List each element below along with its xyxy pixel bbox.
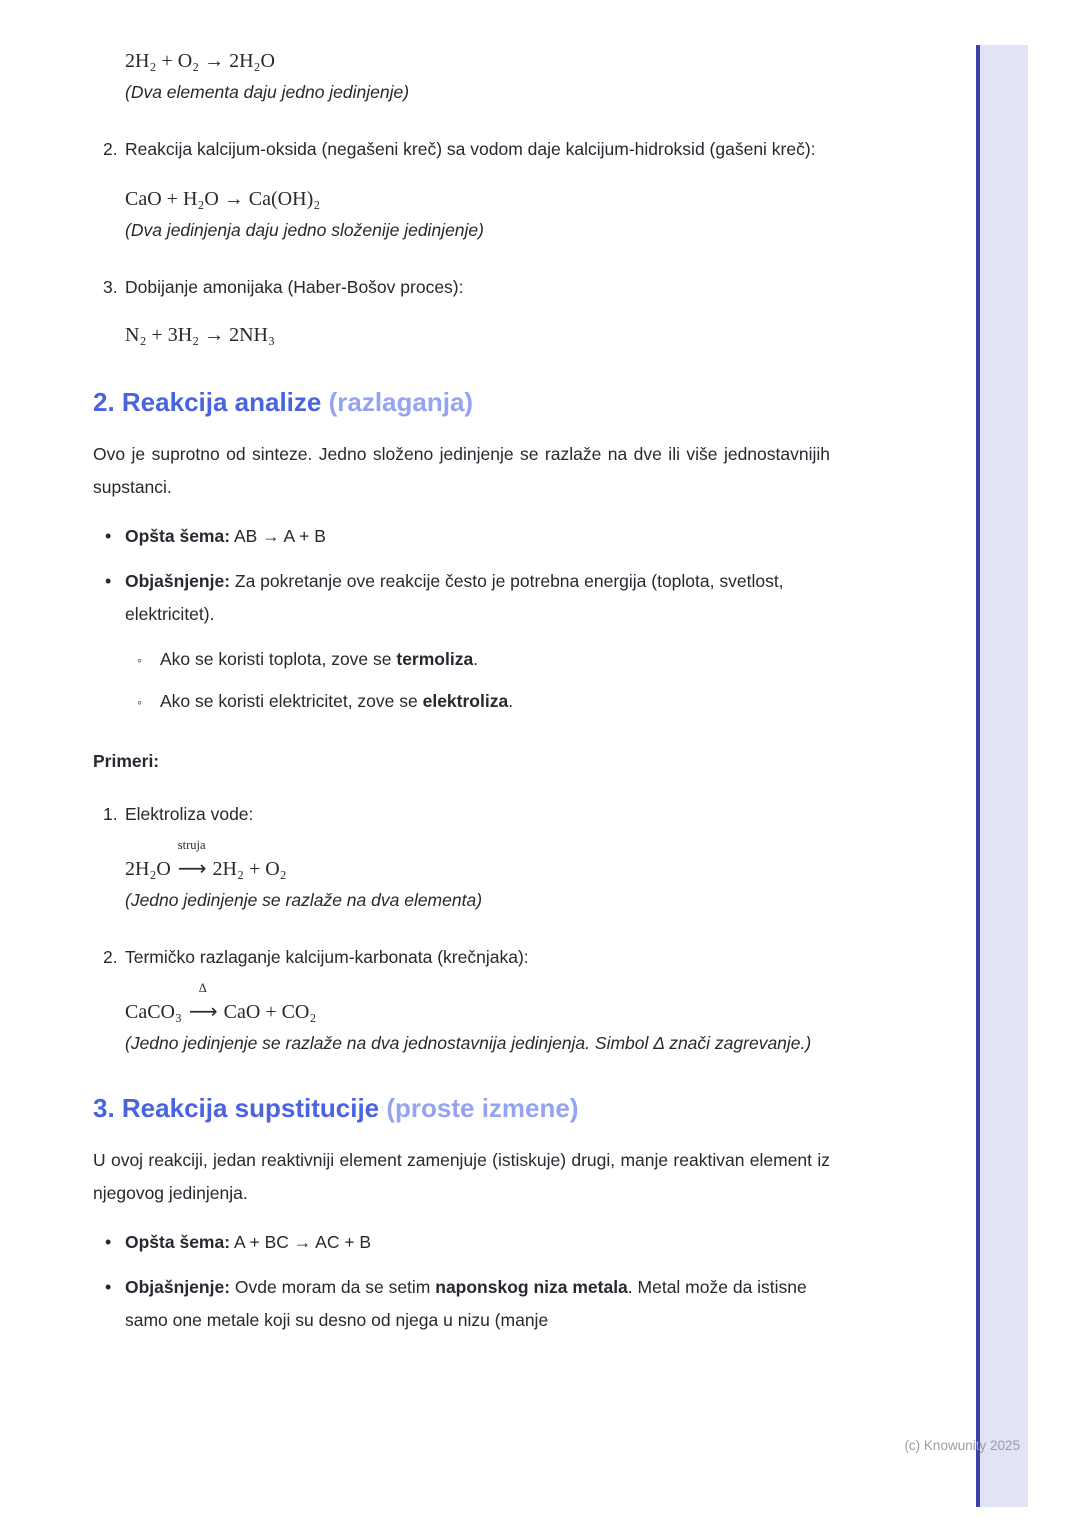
arrow-label: Δ <box>198 981 207 995</box>
equation-caption: (Jedno jedinjenje se razlaže na dva jednostavnija jedinjenja. Simbol Δ znači zagrevanje.) <box>125 1033 812 1053</box>
analysis-intro-paragraph: Ovo je suprotno od sinteze. Jedno složeno jedinjenje se razlaže na dve ili više jednostavnijih supstanci. <box>93 444 830 497</box>
bullet-body: AB → A + B <box>230 526 326 546</box>
document-content <box>93 46 830 1349</box>
chemical-equation-ammonia: N₂ + 3H₂ → 2NH₃ <box>125 324 275 346</box>
numbered-item-thermal-decomposition <box>103 941 830 974</box>
side-panel <box>980 45 1028 1507</box>
heading-main-text: 3. Reakcija supstitucije <box>93 1093 380 1123</box>
copyright-footer: (c) Knowunity 2025 <box>904 1438 1020 1453</box>
bullet-text: Objašnjenje: Ovde moram da se setim naponskog niza metala. Metal može da istisne samo one metale koji su desno od njega u nizu (manje <box>125 1277 807 1330</box>
item-text: Termičko razlaganje kalcijum-karbonata (krečnjaka): <box>125 947 529 967</box>
long-arrow-icon: ⟶ <box>188 999 217 1023</box>
bullet-label: Objašnjenje: <box>125 1277 231 1297</box>
bullet-icon: • <box>105 571 112 591</box>
arrow-label: struja <box>177 838 206 852</box>
labeled-arrow <box>177 838 206 884</box>
equation-right: 2H₂ + O₂ <box>212 858 287 880</box>
bullet-body: A + BC → AC + B <box>230 1232 372 1252</box>
chemical-equation-decomposition <box>125 982 830 1027</box>
bullet-schema <box>105 520 830 553</box>
numbered-item-electrolysis <box>103 798 830 831</box>
bullet-text <box>125 1226 830 1259</box>
numbered-item-calcium-oxide <box>103 133 830 166</box>
example-electrolysis <box>93 839 830 917</box>
section-heading-analysis <box>93 384 830 420</box>
sub-bullet-icon: ◦ <box>137 652 142 668</box>
bullet-text <box>125 520 830 553</box>
example-ammonia-synthesis <box>93 320 830 350</box>
sub-bullet-text: Ako se koristi elektricitet, zove se elektroliza. <box>160 691 514 711</box>
chemical-equation-lime: CaO + H₂O → Ca(OH)₂ <box>125 188 321 210</box>
item-number: 2. <box>103 947 118 967</box>
item-number: 3. <box>103 277 118 297</box>
bullet-icon: • <box>105 1277 112 1297</box>
bullet-icon: • <box>105 1232 112 1252</box>
bullet-explanation <box>105 1271 830 1337</box>
bullet-body: Za pokretanje ove reakcije često je potrebna energija (toplota, svetlost, elektricitet). <box>125 571 784 624</box>
equation-right: CaO + CO₂ <box>223 1001 317 1023</box>
bullet-label: Opšta šema: <box>125 526 231 546</box>
item-text: Reakcija kalcijum-oksida (negašeni kreč) sa vodom daje kalcijum-hidroksid (gašeni kreč): <box>125 139 816 159</box>
long-arrow-icon: ⟶ <box>177 856 206 880</box>
example-water-synthesis <box>93 46 830 109</box>
heading-main-text: 2. Reakcija analize <box>93 387 322 417</box>
item-number: 1. <box>103 804 118 824</box>
sub-bullet-termoliza <box>137 643 830 677</box>
bullet-explanation <box>105 565 830 631</box>
item-number: 2. <box>103 139 118 159</box>
labeled-arrow <box>188 981 217 1027</box>
example-thermal-decomposition <box>93 982 830 1060</box>
numbered-item-ammonia <box>103 271 830 304</box>
heading-paren-text: (razlaganja) <box>321 387 474 417</box>
sub-bullet-icon: ◦ <box>137 694 142 710</box>
bullet-schema <box>105 1226 830 1259</box>
sub-bullet-elektroliza <box>137 685 830 719</box>
item-text: Elektroliza vode: <box>125 804 254 824</box>
sub-bullet-text: Ako se koristi toplota, zove se termoliza. <box>160 649 479 669</box>
equation-left: 2H₂O <box>125 858 171 880</box>
chemical-equation-water: 2H₂ + O₂ → 2H₂O <box>125 50 275 72</box>
substitution-intro-paragraph: U ovoj reakciji, jedan reaktivniji element zamenjuje (istiskuje) drugi, manje reaktivan element iz njegovog jedinjenja. <box>93 1150 830 1203</box>
equation-caption: (Dva elementa daju jedno jedinjenje) <box>125 82 410 102</box>
heading-paren-text: (proste izmene) <box>379 1093 579 1123</box>
examples-label: Primeri: <box>93 751 160 771</box>
bullet-label: Objašnjenje: <box>125 571 231 591</box>
section-heading-substitution <box>93 1090 830 1126</box>
equation-left: CaCO₃ <box>125 1001 182 1023</box>
equation-caption: (Jedno jedinjenje se razlaže na dva elementa) <box>125 890 483 910</box>
equation-caption: (Dva jedinjenja daju jedno složenije jedinjenje) <box>125 220 484 240</box>
bullet-label: Opšta šema: <box>125 1232 231 1252</box>
chemical-equation-electrolysis <box>125 839 830 884</box>
bullet-text <box>125 565 830 631</box>
example-lime-synthesis <box>93 184 830 247</box>
bullet-icon: • <box>105 526 112 546</box>
item-text: Dobijanje amonijaka (Haber-Bošov proces): <box>125 277 464 297</box>
